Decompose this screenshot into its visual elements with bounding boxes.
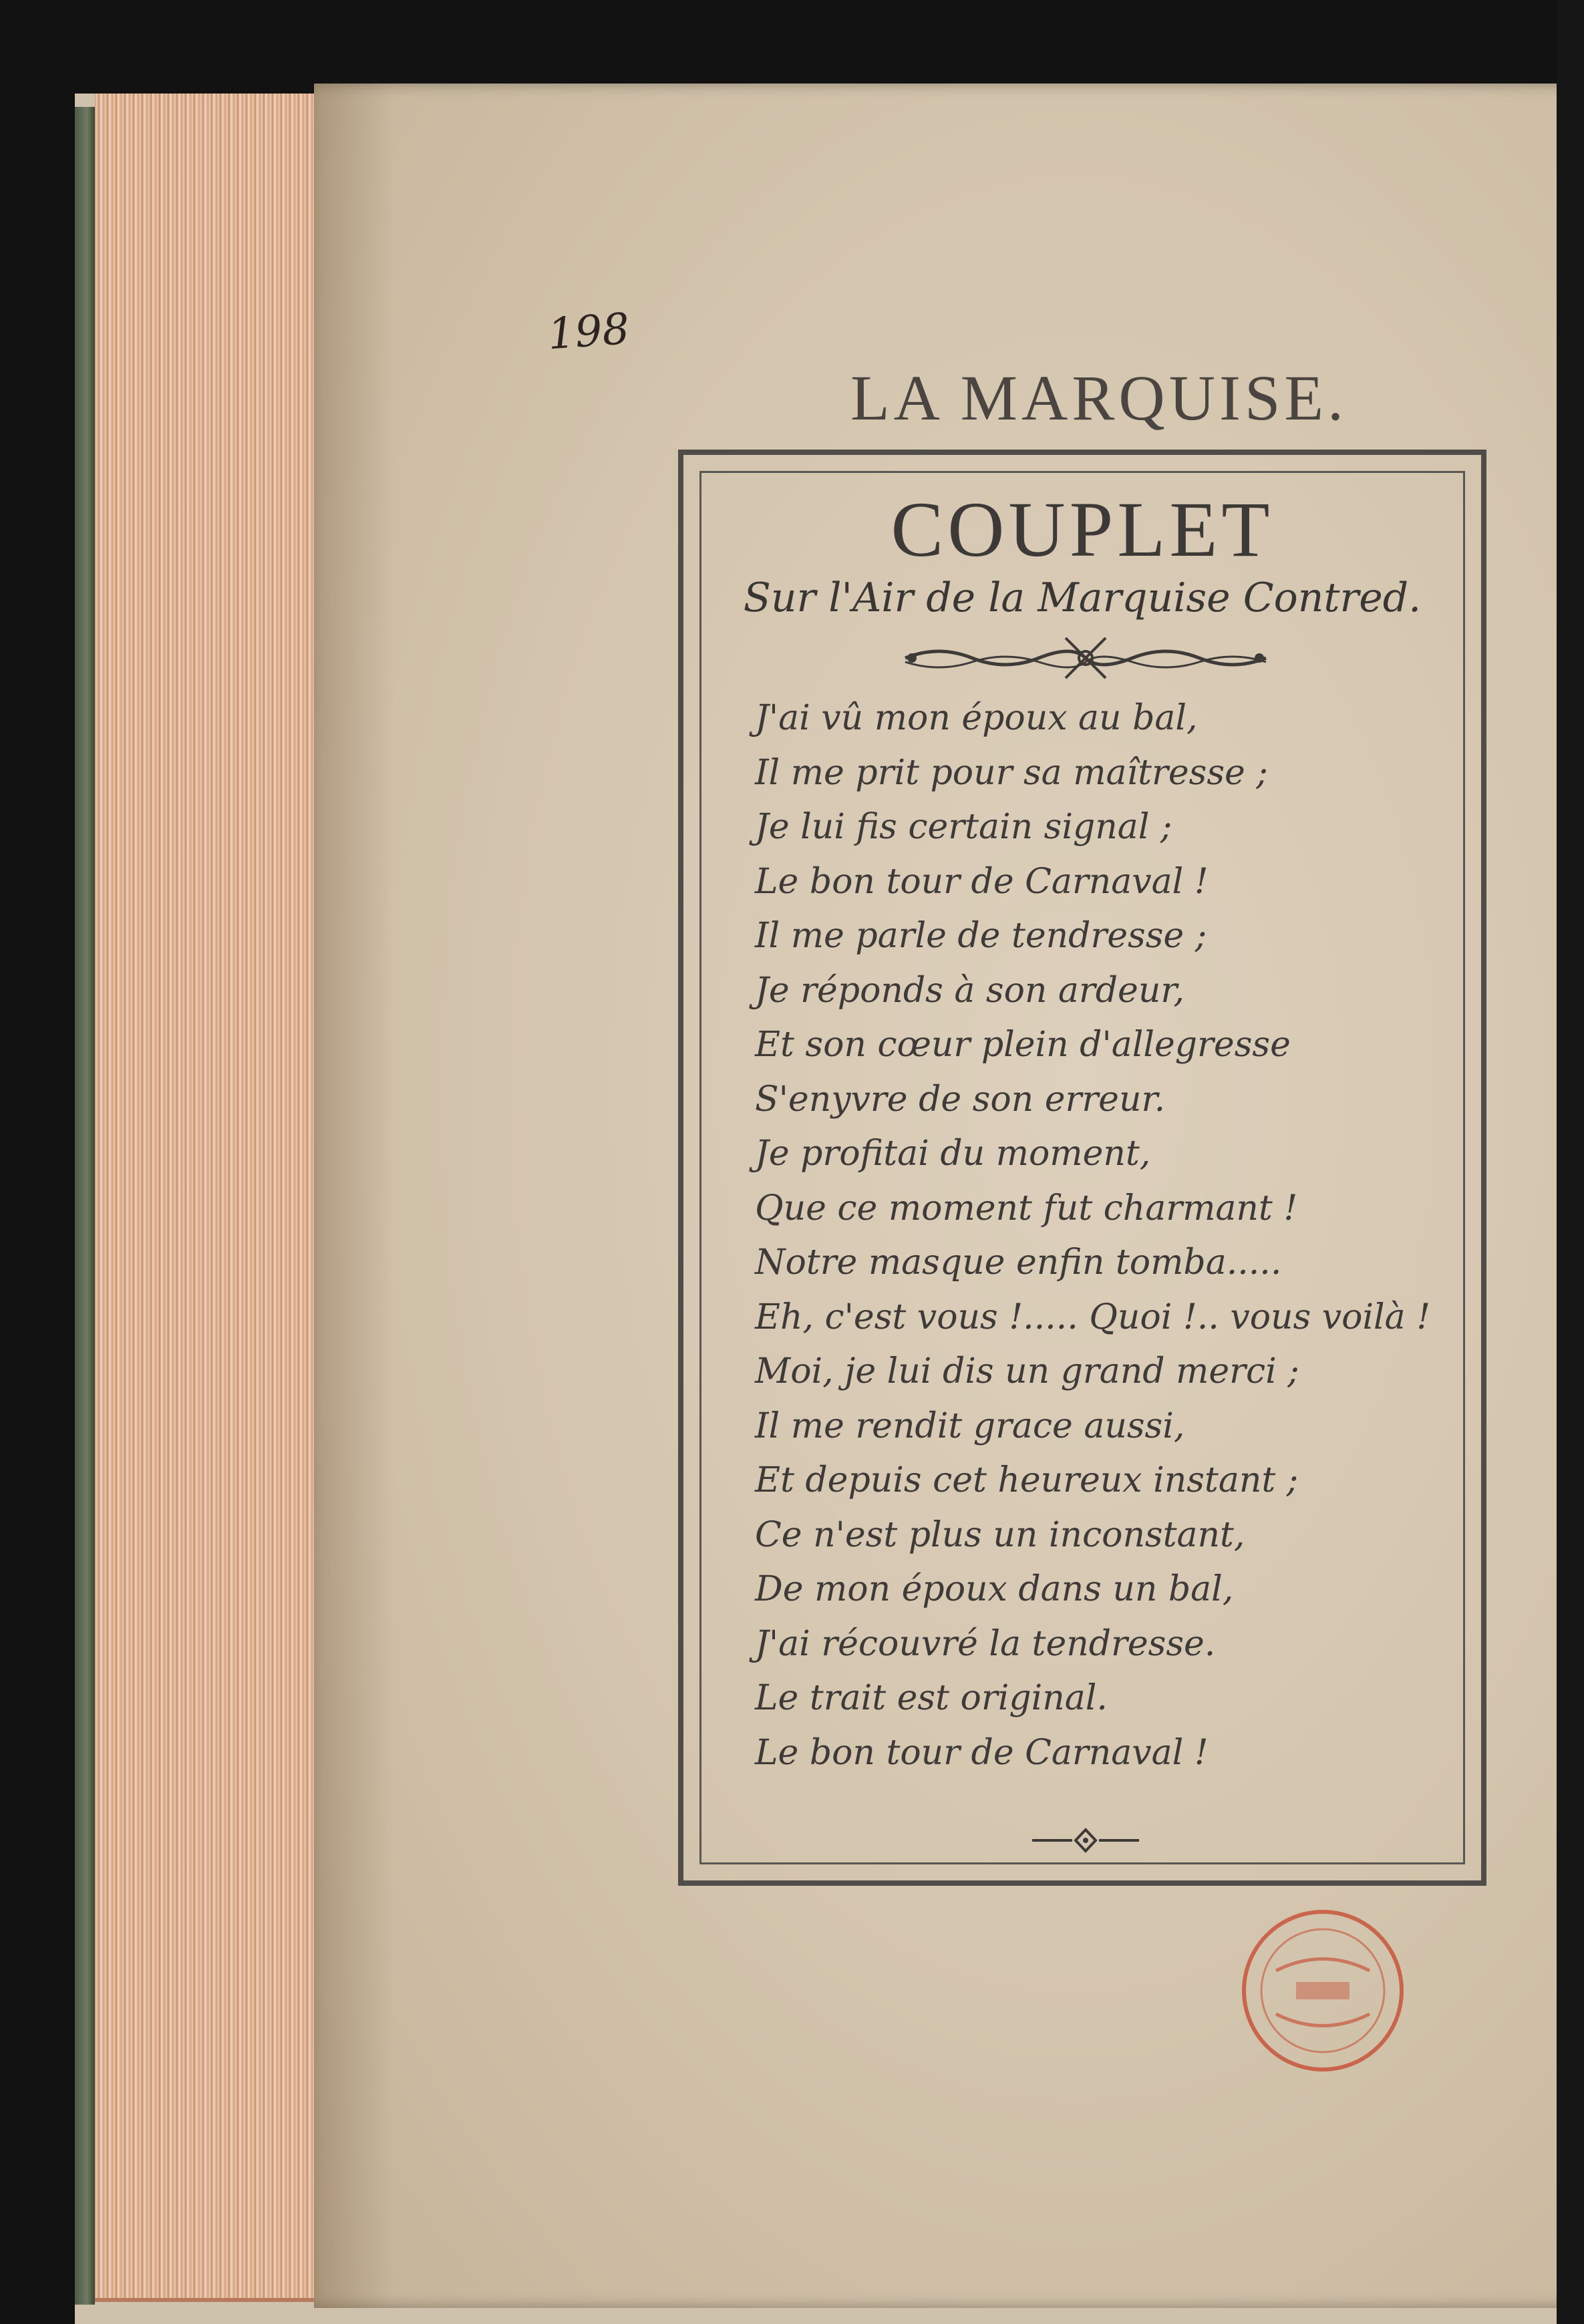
verse-line: Moi, je lui dis un grand merci ; — [755, 1351, 1299, 1391]
running-head: LA MARQUISE. — [850, 362, 1348, 434]
verse-line: Et depuis cet heureux instant ; — [755, 1460, 1299, 1500]
verse-line: Le bon tour de Carnaval ! — [755, 1732, 1209, 1773]
verse-line: J'ai récouvré la tendresse. — [755, 1623, 1216, 1664]
verse-line: Le trait est original. — [755, 1678, 1108, 1718]
song-subtitle: Sur l'Air de la Marquise Contred. — [743, 574, 1422, 621]
verse-list — [755, 691, 1443, 1780]
verse-line: Eh, c'est vous !..... Quoi !.. vous voilà ! — [755, 1297, 1431, 1337]
tail-ornament-icon — [1029, 1827, 1142, 1854]
verse-line: S'enyvre de son erreur. — [755, 1079, 1166, 1120]
verse-line: Le bon tour de Carnaval ! — [755, 861, 1209, 902]
page-edges — [95, 94, 322, 2302]
verse-line: Il me rendit grace aussi, — [755, 1405, 1185, 1446]
verse-line: De mon époux dans un bal, — [755, 1569, 1234, 1609]
verse-line: Je réponds à son ardeur, — [755, 970, 1184, 1011]
library-stamp-icon — [1239, 1907, 1406, 2074]
book-spine — [75, 107, 95, 2305]
verse-line: Et son cœur plein d'allegresse — [755, 1025, 1291, 1065]
verse-line: Je profitai du moment, — [755, 1134, 1151, 1174]
verse-line: Notre masque enfin tomba..... — [755, 1242, 1282, 1283]
verse-line: Je lui fis certain signal ; — [755, 807, 1172, 847]
garland-ornament-icon — [899, 631, 1273, 685]
verse-line: Il me prit pour sa maîtresse ; — [755, 752, 1268, 793]
verse-line: Ce n'est plus un inconstant, — [755, 1514, 1245, 1555]
song-title: COUPLET — [891, 486, 1274, 573]
verse-line: Que ce moment fut charmant ! — [755, 1188, 1298, 1228]
gutter-shadow — [314, 84, 394, 2308]
verse-line: J'ai vû mon époux au bal, — [755, 698, 1198, 738]
verse-line: Il me parle de tendresse ; — [755, 916, 1207, 956]
page-number: 198 — [546, 304, 631, 360]
background-edge — [1557, 0, 1584, 2324]
